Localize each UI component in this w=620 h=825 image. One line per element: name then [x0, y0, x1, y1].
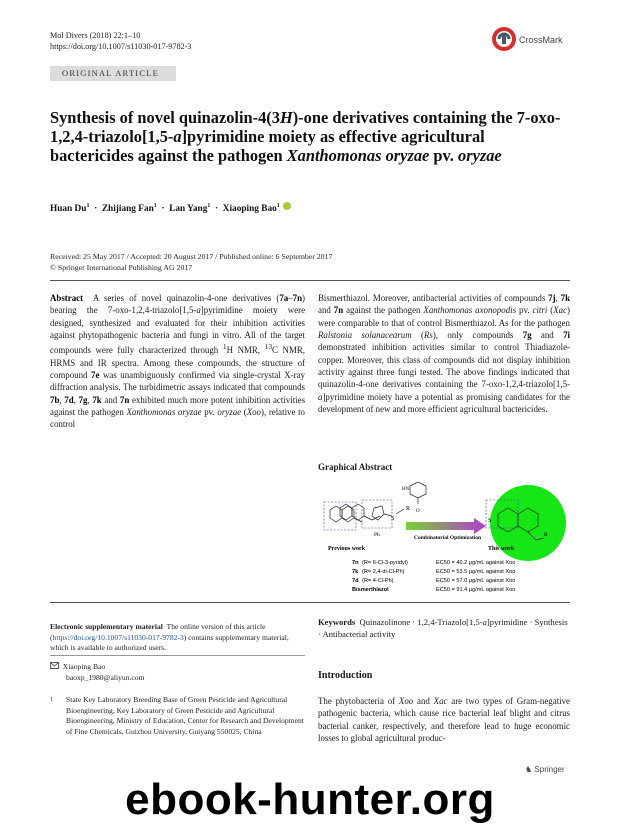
affiliation — [50, 695, 305, 737]
result-id: 7n — [352, 560, 359, 566]
publication-dates — [50, 251, 570, 273]
journal-volume-line: Mol Divers (2018) 22:1–10 — [50, 31, 141, 40]
article-title: Synthesis of novel quinazolin-4(3H)-one derivatives containing the 7-oxo-1,2,4-triazolo[1,5-a]pyrimidine moiety as effective agricultural bactericides against the pathogen Xanthomonas oryzae pv. oryzae — [50, 108, 561, 165]
author-name[interactable]: Lan Yang — [169, 204, 208, 214]
affiliation-number: 1 — [50, 697, 53, 703]
crossmark-label: CrossMark — [519, 35, 563, 45]
springer-logo: ♞ Springer — [525, 765, 565, 774]
pyrimidine-fragment — [410, 482, 426, 504]
result-r: (R= 2,4-di-Cl-Ph) — [362, 569, 405, 575]
correspondence — [50, 662, 305, 683]
article-type-badge: ORIGINAL ARTICLE — [50, 66, 176, 81]
affiliation-text: State Key Laboratory Breeding Base of Green Pesticide and Agricultural Bioengineering, Key Laboratory of Green Pesticide and Agricultural Bioengineering, Ministry of Education, Center for Research and Development of Fine Chemicals, Guizhou University, Guiyang 550025, China — [66, 695, 304, 736]
result-r: (R= 4-Cl-Ph) — [362, 578, 394, 584]
result-ec: EC50 = 40.2 μg/mL against Xoo — [436, 560, 516, 566]
svg-text:S: S — [391, 516, 395, 522]
footnote-divider — [50, 655, 305, 656]
result-id: Bismerthiazol — [352, 587, 389, 593]
author-name[interactable]: Xiaoping Bao — [222, 204, 277, 214]
keywords-text: Quinazolinone · 1,2,4-Triazolo[1,5-a]pyrimidine · Synthesis · Antibacterial activity — [318, 617, 568, 639]
abstract-text-2: Bismerthiazol. Moreover, antibacterial activities of compounds 7j, 7k and 7n against the pathogen Xanthomonas axonopodis pv. citri (Xac) were comparable to that of control Bismerthiazol. As for the pathogen Ralstonia solanacearum (Rs), only compounds 7g and 7i demonstrated inhibition activities similar to control Thiadiazole-copper. Moreover, this class of compounds did not display inhibition activity against three fungi tested. The above findings indicated that quinazolin-4-one derivatives containing the 7-oxo-1,2,4-triazolo[1,5-a]pyrimidine moiety have a potential as promising candidates for the development of new and more efficient agricultural bactericides. — [318, 293, 571, 415]
abstract-text-1: A series of novel quinazolin-4-one derivatives (7a–7n) bearing the 7-oxo-1,2,4-triazolo[1,5-a]pyrimidine moiety were designed, synthesized and evaluated for their inhibition activities against phytopathogenic bacteria and fungi in vitro. All of the target compounds were fully characterized through $^1$H NMR, $^{13}$C NMR, HRMS and IR spectra. Among these compounds, the structure of compound 7e was unambiguously confirmed via single-crystal X-ray diffraction analysis. The turbidimetric assays indicated that compounds 7b, 7d, 7g, 7k and 7n exhibited much more potent inhibition activities against the pathogen Xanthomonas oryzae pv. oryzae (Xoo), relative to control — [50, 293, 306, 430]
copyright: © Springer International Publishing AG 2017 — [50, 263, 193, 272]
journal-citation — [50, 30, 191, 52]
result-ec: EC50 = 91.4 μg/mL against Xoo — [436, 587, 516, 593]
svg-text:HN: HN — [402, 487, 410, 492]
divider — [50, 602, 570, 603]
crossmark-icon — [491, 26, 517, 52]
section-heading-introduction: Introduction — [318, 670, 373, 681]
divider — [50, 280, 570, 281]
result-id: 7d — [352, 578, 359, 584]
orcid-icon[interactable] — [283, 202, 291, 210]
this-work-label: This work — [488, 546, 515, 552]
introduction-text: The phytobacteria of Xoo and Xac are two types of Gram-negative pathogenic bacteria, which cause rice bacterial leaf blight and citrus bacterial canker, respectively, and therefore lead to huge economic losses to global agricultural produc- — [318, 696, 570, 744]
author-list: Huan Du$^1$ · Zhijiang Fan$^1$ · Lan Yang$^1$ · Xiaoping Bao$^1$ — [50, 202, 291, 214]
result-r: (R= 6-Cl-3-pyridyl) — [362, 560, 408, 566]
esm-link[interactable]: https://doi.org/10.1007/s11030-017-9782-3 — [52, 632, 184, 642]
svg-text:R: R — [544, 532, 548, 538]
svg-text:S: S — [488, 518, 492, 524]
abstract-column-2 — [318, 292, 570, 415]
doi-line[interactable]: https://doi.org/10.1007/s11030-017-9782-3 — [50, 42, 192, 51]
ph-label: Ph — [374, 532, 380, 538]
graphical-abstract-figure — [318, 478, 570, 608]
svg-text:O: O — [416, 509, 420, 514]
graphical-abstract-title: Graphical Abstract — [318, 462, 393, 472]
crossmark-badge[interactable] — [491, 26, 577, 54]
supplementary-note: Electronic supplementary material The online version of this article (https://doi.org/10.1007/s11030-017-9782-3) contains supplementary material, which is available to authorized users. — [50, 622, 289, 652]
result-ec: EC50 = 53.5 μg/mL against Xoo — [436, 569, 516, 575]
watermark: ebook-hunter.org — [125, 775, 495, 824]
horse-icon: ♞ — [525, 765, 533, 774]
result-id: 7k — [352, 569, 359, 575]
esm-label: Electronic supplementary material — [50, 622, 163, 631]
history-dates: Received: 25 May 2017 / Accepted: 20 August 2017 / Published online: 6 September 2017 — [50, 252, 333, 261]
r-label: R — [406, 506, 411, 512]
result-ec: EC50 = 57.0 μg/mL against Xoo — [436, 578, 516, 584]
keywords — [318, 616, 570, 640]
envelope-icon — [50, 662, 59, 669]
author-name[interactable]: Zhijiang Fan — [101, 204, 154, 214]
corresponding-email[interactable]: baoxp_1980@aliyun.com — [66, 672, 145, 682]
author-name[interactable]: Huan Du — [50, 204, 87, 214]
keywords-label: Keywords — [318, 617, 356, 627]
previous-work-label: Previous work — [328, 546, 366, 552]
activity-results — [352, 560, 515, 593]
arrow-label: Combinatorial Optimization — [414, 535, 482, 541]
abstract-label: Abstract — [50, 293, 84, 303]
abstract-column-1 — [50, 292, 305, 431]
corresponding-author: Xiaoping Bao — [62, 662, 106, 671]
triazole-box — [362, 500, 395, 528]
optimization-arrow — [406, 518, 486, 534]
